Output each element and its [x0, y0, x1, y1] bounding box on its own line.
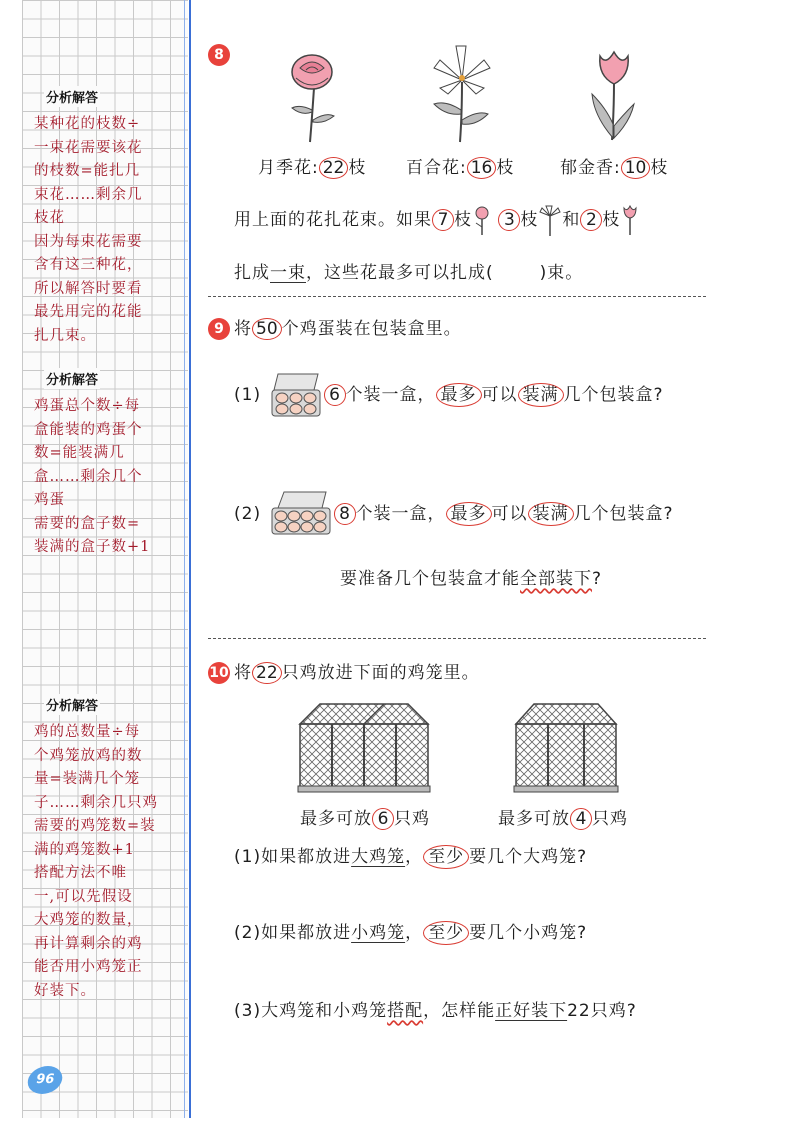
keyword-big-cage: 大鸡笼: [351, 847, 406, 867]
q8-text: 扎成: [234, 263, 270, 283]
q10-text: 要几个小鸡笼?: [469, 923, 588, 943]
note-text: 某种花的枝数÷ 一束花需要该花 的枝数=能扎几 束花……剩余几 枝花 因为每束花需要 含有这三种花， 所以解答时要看 最先用完的花能 扎几束。: [34, 116, 143, 344]
egg-box-8-icon: [268, 490, 334, 538]
q10-text: (1)如果都放进: [234, 847, 352, 867]
margin-rule-light: [184, 0, 185, 1118]
rose-label: 月季花: [258, 158, 312, 178]
big-cage-capacity: 6: [372, 808, 394, 830]
note-text: 鸡蛋总个数÷每 盒能装的鸡蛋个 数=能装满几 盒……剩余几个 鸡蛋 需要的盒子数= 装满的盒子数+1: [34, 398, 151, 555]
keyword-combine: 搭配: [387, 1001, 424, 1021]
keyword-all: 全部装下: [520, 569, 592, 589]
keyword-small-cage: 小鸡笼: [351, 923, 406, 943]
big-cage-icon: [296, 698, 432, 794]
lily-icon: [426, 40, 496, 144]
q9-intro: [208, 314, 462, 340]
q9-text: 几个包装盒?: [573, 504, 674, 524]
note-q8: [34, 86, 182, 348]
caption-text: 最多可放: [300, 809, 372, 829]
mini-tulip-icon: [620, 205, 640, 235]
per-box-count: 8: [334, 503, 356, 525]
q8-text: 用上面的花扎花束。如果: [234, 210, 432, 230]
page-number: 96: [25, 1066, 65, 1094]
big-cage-caption: [300, 804, 430, 830]
lily-unit: 枝: [496, 158, 515, 178]
mini-rose-icon: [472, 205, 492, 235]
q8-text: 和: [562, 210, 581, 230]
keyword-exactly-fit: 正好装下: [495, 1001, 568, 1021]
section-divider: [208, 638, 706, 639]
q9-text: 个装一盒，: [355, 504, 446, 524]
caption-text: 最多可放: [498, 809, 570, 829]
keyword-at-least: 至少: [423, 921, 469, 945]
q9-text: 个装一盒，: [345, 385, 436, 405]
part-label: (2): [234, 504, 262, 524]
q9-part1: [234, 370, 664, 420]
note-q9: [34, 368, 182, 560]
q8-text: 枝: [602, 210, 621, 230]
tulip-count: 郁金香: 10 枝: [560, 158, 669, 178]
q8-keyword-one-bunch: 一束: [270, 263, 306, 283]
q10-chicken-count: 22: [252, 662, 282, 684]
q8-number: [208, 44, 234, 66]
q8-text: 枝: [520, 210, 539, 230]
question-badge: 8: [208, 44, 230, 66]
egg-box-6-icon: [268, 370, 324, 420]
keyword-at-least: 至少: [423, 845, 469, 869]
q9-text: 个鸡蛋装在包装盒里。: [281, 319, 462, 339]
small-cage-caption: [498, 804, 628, 830]
caption-text: 只鸡: [592, 809, 628, 829]
keyword-most: 最多: [436, 383, 482, 407]
note-title: 分析解答: [44, 86, 100, 107]
small-cage-capacity: 4: [570, 808, 592, 830]
tulip-unit: 枝: [650, 158, 669, 178]
rose-count-value: 22: [319, 157, 349, 179]
note-title: 分析解答: [44, 368, 100, 389]
question-badge: 10: [208, 662, 230, 684]
q9-text: 几个包装盒?: [563, 385, 664, 405]
q10-text: (2)如果都放进: [234, 923, 352, 943]
tulip-icon: [584, 46, 644, 142]
rose-icon: [278, 48, 348, 144]
q8-line2: [234, 258, 583, 283]
q9-text: 要准备几个包装盒才能: [340, 569, 520, 589]
keyword-full: 装满: [518, 383, 564, 407]
q9-part2: [234, 490, 674, 538]
q10-text: 22只鸡?: [567, 1001, 637, 1021]
keyword-full: 装满: [528, 502, 574, 526]
note-title: 分析解答: [44, 694, 100, 715]
rose-count: 月季花: 22 枝: [258, 158, 367, 178]
q8-tulip-num: 2: [580, 209, 602, 231]
q10-text: 将: [234, 663, 252, 683]
small-cage-icon: [512, 698, 620, 794]
q10-sub3: [234, 996, 637, 1021]
q9-text: ?: [592, 569, 603, 589]
mini-lily-icon: [538, 204, 562, 236]
part-label: (1): [234, 385, 262, 405]
q10-text: 要几个大鸡笼?: [469, 847, 588, 867]
caption-text: 只鸡: [394, 809, 430, 829]
tulip-label: 郁金香: [560, 158, 614, 178]
lily-count-value: 16: [467, 157, 497, 179]
q10-text: (3)大鸡笼和小鸡笼: [234, 1001, 388, 1021]
q8-lily-num: 3: [498, 209, 520, 231]
q8-text: ，这些花最多可以扎成(: [306, 263, 494, 283]
q9-text: 可以: [491, 504, 528, 524]
q10-text: ，怎样能: [423, 1001, 496, 1021]
q10-sub2: [234, 918, 587, 945]
q8-text: 枝: [454, 210, 472, 230]
q10-text: ，: [405, 847, 424, 867]
note-q10: [34, 694, 182, 1003]
lily-label: 百合花: [406, 158, 460, 178]
rose-unit: 枝: [348, 158, 367, 178]
q10-sub1: [234, 842, 587, 869]
q8-text: )束。: [539, 263, 584, 283]
section-divider: [208, 296, 706, 297]
tulip-count-value: 10: [621, 157, 651, 179]
margin-rule: [189, 0, 191, 1118]
q10-text: 只鸡放进下面的鸡笼里。: [281, 663, 480, 683]
q9-text: 可以: [481, 385, 518, 405]
q8-rose-num: 7: [432, 209, 454, 231]
q9-egg-count: 50: [252, 318, 282, 340]
question-badge: 9: [208, 318, 230, 340]
keyword-most: 最多: [446, 502, 492, 526]
q10-intro: [208, 658, 480, 684]
main-content: [200, 0, 800, 1132]
per-box-count: 6: [324, 384, 346, 406]
lily-count: 百合花: 16 枝: [406, 158, 515, 178]
q10-text: ，: [405, 923, 424, 943]
note-text: 鸡的总数量÷每 个鸡笼放鸡的数 量=装满几个笼 子……剩余几只鸡 需要的鸡笼数=装 满的鸡笼数+1 搭配方法不唯 一,可以先假设 大鸡笼的数量， 再计算剩余的鸡 能否用小鸡笼正 好装下。: [34, 724, 158, 999]
q9-text: 将: [234, 319, 252, 339]
q9-part2-followup: [340, 564, 602, 589]
q8-line1: [234, 204, 640, 236]
